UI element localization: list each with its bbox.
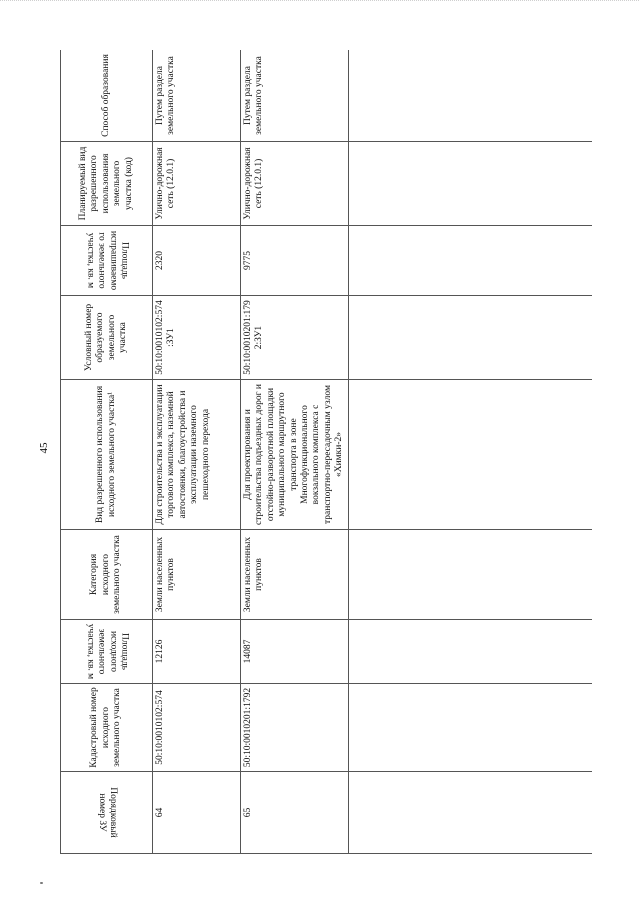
table-row [153,50,241,854]
cell-empty [348,380,592,530]
header-order-number [61,772,153,854]
cell-empty [348,530,592,620]
cell-permitted-use: Для проектирования и строительства подъездных дорог и отстойно-разворотной площадки муниципального маршрутного транспорта в зоне Многофункционального вокзального комплекса с транспортно-пересадочным узлом «Химки-2» [241,380,349,530]
header-planned-use: Планируемый вид разрешенного использования земельного участка (код) [61,142,153,226]
cell-empty [348,142,592,226]
cell-order-number: 64 [153,772,241,854]
header-requested-area-text: Площадь испрашиваемого земельного участка, кв. м [85,230,130,291]
cell-order-number: 65 [241,772,349,854]
cell-category: Земли населенных пунктов [153,530,241,620]
table-container [60,50,592,854]
cell-requested-area: 9775 [241,226,349,296]
header-source-area [61,620,153,684]
cell-conditional-number: 50:10:0010201:1792:ЗУ1 [241,296,349,380]
cell-source-area: 12126 [153,620,241,684]
header-permitted-use: Вид разрешенного использования исходного земельного участка¹ [61,380,153,530]
cell-empty [348,684,592,772]
header-order-number-text: Порядковый номер ЗУ [96,787,118,838]
page-number: 45 [38,442,50,454]
table-row-empty [348,50,592,854]
cell-planned-use: Улично-дорожная сеть (12.0.1) [241,142,349,226]
header-category: Категория исходного земельного участка [61,530,153,620]
cell-conditional-number: 50:10:0010102:574:ЗУ1 [153,296,241,380]
cell-empty [348,296,592,380]
cell-requested-area: 2320 [153,226,241,296]
cell-category: Земли населенных пунктов [241,530,349,620]
cell-empty [348,226,592,296]
header-formation-method: Способ образования [61,50,153,142]
cell-cadastral-number: 50:10:0010201:1792 [241,684,349,772]
cell-empty [348,50,592,142]
header-conditional-number: Условный номер образуемого земельного участка [61,296,153,380]
cell-formation-method: Путем раздела земельного участка [241,50,349,142]
land-plots-table [60,50,592,854]
cell-cadastral-number: 50:10:0010102:574 [153,684,241,772]
cell-formation-method: Путем раздела земельного участка [153,50,241,142]
cell-planned-use: Улично-дорожная сеть (12.0.1) [153,142,241,226]
header-source-area-text: Площадь исходного земельного участка, кв. м [85,623,130,680]
cell-source-area: 14087 [241,620,349,684]
scan-artifact [40,882,43,884]
table-header-row [61,50,153,854]
scan-top-edge [0,0,639,4]
table-row [241,50,349,854]
header-requested-area [61,226,153,296]
cell-empty [348,772,592,854]
header-cadastral-number: Кадастровый номер исходного земельного участка [61,684,153,772]
cell-empty [348,620,592,684]
cell-permitted-use: Для строительства и эксплуатации торгового комплекса, наземной автостоянки, благоустройства и эксплуатации наземного пешеходного перехода [153,380,241,530]
